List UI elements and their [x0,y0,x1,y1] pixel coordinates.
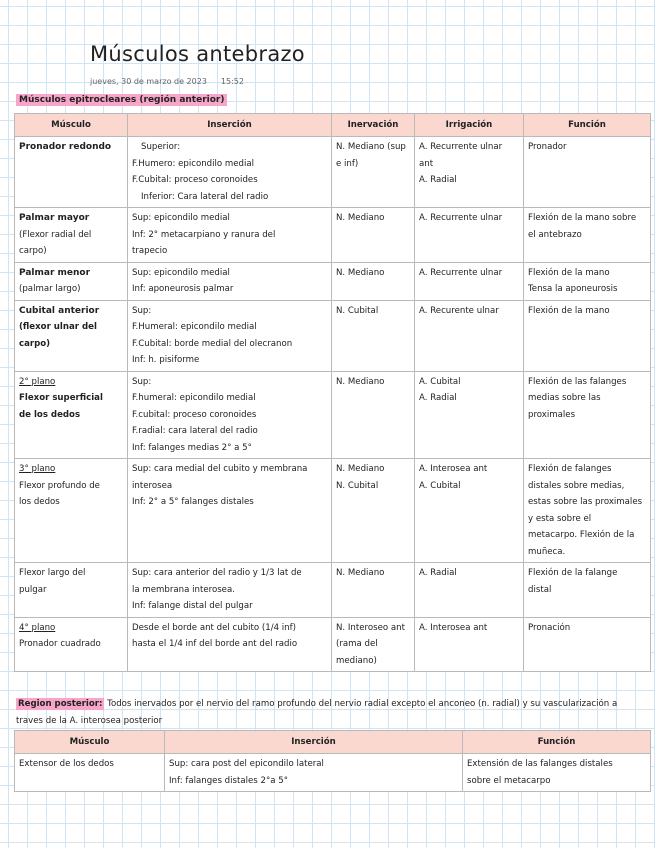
insertion-line: Sup: cara anterior del radio y 1/3 lat de [132,568,302,578]
muscle-name-line: Flexor largo del [19,568,86,578]
cell-muscle [15,208,128,263]
innervation-line: N. Interoseo ant [336,622,405,633]
posterior-description: Todos inervados por el nervio del ramo profundo del nervio radial excepto el anconeo (n. radial) y su vascularización a traves de la A. interosea posterior [16,699,618,726]
posterior-muscles-table [14,730,651,792]
table-row [15,754,651,792]
cell-irrigation [415,563,524,618]
table-row [15,137,651,208]
irrigation-line: ant [419,158,434,169]
function-line: distales sobre medias, [528,480,625,491]
function-line: Tensa la aponeurosis [528,284,618,294]
col-header-insertion: Inserción [128,114,332,137]
insertion-line: Sup: cara post del epicondilo lateral [169,759,324,769]
muscle-name-line: (flexor ulnar del [19,322,97,332]
cell-innervation [332,371,415,459]
cell-function [463,754,651,792]
innervation-line: N. Mediano [336,568,385,578]
muscle-name-line: 2° plano [19,376,56,387]
function-line: Flexión de falanges [528,464,612,474]
table-row [15,459,651,563]
cell-insertion [128,371,332,459]
innervation-line: N. Mediano [336,267,385,278]
innervation-line: N. Mediano [336,464,385,474]
irrigation-line: A. Radial [419,568,457,578]
function-line: Pronación [528,622,571,633]
table-row [15,208,651,263]
muscle-name-line: Flexor superficial [19,393,103,403]
cell-innervation [332,208,415,263]
cell-insertion [128,208,332,263]
innervation-line: N. Cubital [336,305,379,316]
muscle-name-line: Pronador redondo [19,142,112,152]
page-datetime [90,77,244,86]
irrigation-line: A. Recurente ulnar [419,305,499,316]
muscle-name-line: carpo) [19,246,47,256]
cell-insertion [128,617,332,672]
function-line: Flexión de la mano [528,305,610,316]
insertion-line: interosea [132,480,173,491]
insertion-line: Inf: 2° a 5° falanges distales [132,497,254,507]
insertion-line: Inf: falanges distales 2°a 5° [169,775,289,786]
muscle-name-line: (Flexor radial del [19,229,92,240]
posterior-header-row [15,731,651,754]
cell-muscle [15,262,128,300]
insertion-line: trapecio [132,246,168,256]
muscle-name-line: Cubital anterior [19,305,100,316]
cell-muscle [15,754,165,792]
irrigation-line: A. Cubital [419,480,461,491]
table-row [15,371,651,459]
insertion-line: hasta el 1/4 inf del borde ant del radio [132,639,298,649]
muscle-name-line: pulgar [19,584,47,595]
col-header-muscle: Músculo [15,114,128,137]
function-line: proximales [528,409,576,420]
function-line: muñeca. [528,546,566,557]
section-heading-anterior: Músculos epitrocleares (región anterior) [16,94,227,106]
insertion-line: la membrana interosea. [132,584,235,595]
cell-muscle [15,617,128,672]
innervation-line: (rama del [336,639,378,649]
innervation-line: N. Mediano [336,376,385,387]
col-header-muscle: Músculo [15,731,165,754]
muscle-name-line: Palmar mayor [19,213,90,223]
insertion-line: F.humeral: epicondilo medial [132,393,256,403]
insertion-line: Sup: [132,305,152,316]
insertion-line: Sup: [132,376,152,387]
cell-function [524,208,651,263]
insertion-line: Inf: falanges medias 2° a 5° [132,442,252,453]
cell-function [524,371,651,459]
cell-muscle [15,137,128,208]
function-line: el antebrazo [528,229,582,240]
cell-irrigation [415,137,524,208]
insertion-line: Inf: falange distal del pulgar [132,601,253,611]
function-line: Flexión de la falange [528,568,618,578]
muscle-name-line: Palmar menor [19,267,91,278]
function-line: distal [528,584,552,595]
cell-function [524,459,651,563]
cell-irrigation [415,300,524,371]
insertion-line: Inf: h. pisiforme [132,355,200,365]
cell-innervation [332,137,415,208]
page-date: jueves, 30 de marzo de 2023 [90,77,207,86]
insertion-line: F.Humeral: epicondilo medial [132,322,257,332]
insertion-line: Sup: cara medial del cubito y membrana [132,464,308,474]
cell-irrigation [415,208,524,263]
irrigation-line: A. Cubital [419,376,461,387]
posterior-table-body [15,754,651,792]
innervation-line: mediano) [336,655,377,666]
irrigation-line: A. Radial [419,175,457,185]
cell-irrigation [415,459,524,563]
insertion-line: Inf: aponeurosis palmar [132,284,234,294]
function-line: sobre el metacarpo [467,775,551,786]
function-line: estas sobre las proximales [528,497,643,507]
irrigation-line: A. Recurrente ulnar [419,213,503,223]
innervation-line: e inf) [336,158,359,169]
muscle-name-line: Flexor profundo de [19,480,100,491]
cell-irrigation [415,371,524,459]
cell-muscle [15,371,128,459]
function-line: y esta sobre el [528,513,592,524]
cell-function [524,563,651,618]
section-heading-posterior: Region posterior: [18,699,103,709]
cell-function [524,617,651,672]
table-row [15,300,651,371]
insertion-line: F.Humero: epicondilo medial [132,158,255,169]
muscle-name-line: 4° plano [19,622,56,633]
muscle-name-line: (palmar largo) [19,284,81,294]
page-time: 15:52 [220,77,244,86]
muscle-name-line: carpo) [19,338,51,349]
cell-insertion [128,459,332,563]
cell-muscle [15,459,128,563]
cell-innervation [332,262,415,300]
insertion-line: Desde el borde ant del cubito (1/4 inf) [132,622,297,633]
cell-insertion [128,137,332,208]
cell-muscle [15,300,128,371]
irrigation-line: A. Radial [419,393,457,403]
cell-innervation [332,300,415,371]
innervation-line: N. Mediano (sup [336,142,406,152]
irrigation-line: A. Interosea ant [419,464,488,474]
cell-insertion [128,262,332,300]
function-line: Flexión de la mano [528,267,610,278]
muscle-name-line: de los dedos [19,409,81,420]
col-header-insertion: Inserción [165,731,463,754]
irrigation-line: A. Recurrente ulnar [419,267,503,278]
function-line: metacarpo. Flexión de la [528,530,635,540]
muscle-name-line: Pronador cuadrado [19,639,101,649]
innervation-line: N. Mediano [336,213,385,223]
irrigation-line: A. Interosea ant [419,622,488,633]
insertion-line: Inf: 2° metacarpiano y ranura del [132,229,276,240]
function-line: Flexión de la mano sobre [528,213,637,223]
insertion-line: Sup: epicondilo medial [132,267,230,278]
cell-function [524,300,651,371]
table-row [15,563,651,618]
cell-innervation [332,617,415,672]
col-header-innervation: Inervación [332,114,415,137]
cell-muscle [15,563,128,618]
function-line: Flexión de las falanges [528,376,627,387]
col-header-function: Función [463,731,651,754]
insertion-line: Sup: epicondilo medial [132,213,230,223]
cell-irrigation [415,617,524,672]
muscle-name-line: los dedos [19,497,60,507]
function-line: Pronador [528,142,567,152]
table-row [15,617,651,672]
cell-innervation [332,459,415,563]
function-line: Extensión de las falanges distales [467,759,613,769]
insertion-line: F.Cubital: proceso coronoides [132,175,258,185]
insertion-line: Inferior: Cara lateral del radio [141,191,269,202]
col-header-function: Función [524,114,651,137]
anterior-muscles-table [14,113,651,672]
insertion-line: F.cubital: proceso coronoides [132,409,257,420]
table-row [15,262,651,300]
cell-innervation [332,563,415,618]
anterior-header-row [15,114,651,137]
anterior-table-body [15,137,651,672]
function-line: medias sobre las [528,393,601,403]
muscle-line: Extensor de los dedos [19,759,114,769]
cell-insertion [165,754,463,792]
cell-insertion [128,300,332,371]
page-title: Músculos antebrazo [90,42,305,66]
cell-irrigation [415,262,524,300]
insertion-line: F.Cubital: borde medial del olecranon [132,338,293,349]
posterior-intro [16,696,646,730]
insertion-line: F.radial: cara lateral del radio [132,426,258,436]
cell-function [524,262,651,300]
cell-insertion [128,563,332,618]
cell-function [524,137,651,208]
irrigation-line: A. Recurrente ulnar [419,142,503,152]
insertion-line: Superior: [141,142,181,152]
muscle-name-line: 3° plano [19,464,56,474]
col-header-irrigation: Irrigación [415,114,524,137]
innervation-line: N. Cubital [336,480,379,491]
